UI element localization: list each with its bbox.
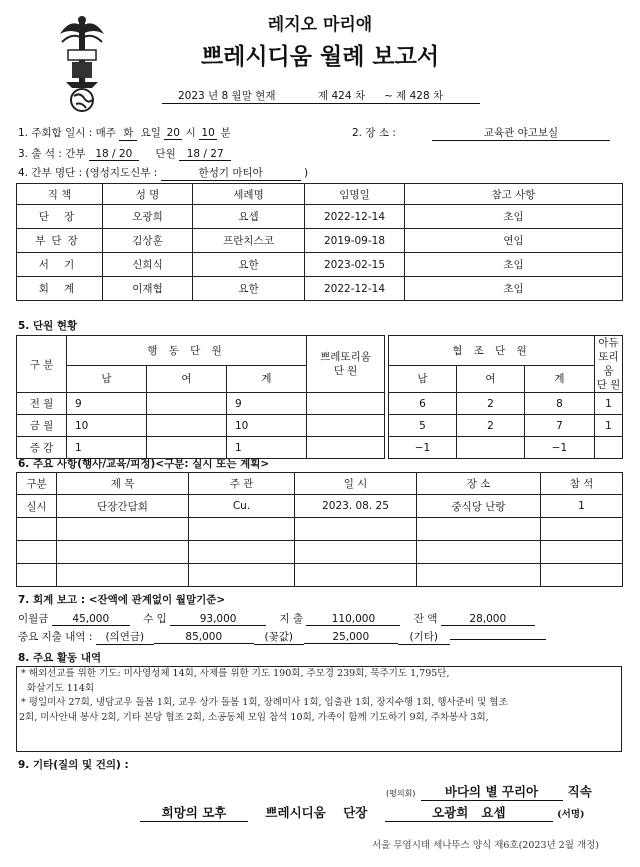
officer-baptism: 요한	[193, 277, 305, 301]
officers-header: 직 책	[17, 184, 103, 205]
active-male: 9	[67, 393, 147, 415]
officer-name: 신희식	[103, 253, 193, 277]
h-adjutorian-2: 단 원	[596, 379, 621, 391]
cell	[295, 518, 417, 541]
officer-role: 부단장	[17, 229, 103, 253]
officer-date: 2022-12-14	[305, 205, 405, 229]
officers-header: 임명일	[305, 184, 405, 205]
adjutorian	[595, 437, 623, 459]
officer-date: 2022-12-14	[305, 277, 405, 301]
row-label: 증 감	[17, 437, 67, 459]
officers-close: )	[304, 167, 309, 179]
adjutorian: 1	[595, 393, 623, 415]
cell	[17, 518, 57, 541]
officer-date: 2019-09-18	[305, 229, 405, 253]
members-label: 5. 단원 현황	[18, 320, 78, 332]
events-header: 주 관	[189, 473, 295, 495]
detail-2-label: (꽃값)	[254, 629, 304, 645]
cell	[417, 518, 541, 541]
activities-label: 8. 주요 활동 내역	[18, 652, 102, 664]
session-from: 제 424 차	[318, 90, 366, 102]
event-attendance: 1	[541, 495, 623, 518]
officers-label: 4. 간부 명단 : (영성지도신부 :	[18, 167, 158, 179]
accounts-label: 7. 회계 보고 : <잔액에 관계없이 월말기준>	[18, 594, 226, 606]
officers-header: 성 명	[103, 184, 193, 205]
officer-baptism: 프란치스코	[193, 229, 305, 253]
events-header: 참 석	[541, 473, 623, 495]
officers-table	[16, 183, 623, 301]
form-note: 서울 무염시태 세나뚜스 양식 제6호(2023년 2월 개정)	[372, 840, 599, 851]
session-to: ~ 제 428 차	[384, 90, 444, 102]
cell	[541, 541, 623, 564]
activity-line: * 평일미사 27회, 냉담교우 돌봄 1회, 교우 상가 돌봄 1회, 장례미사 1회, 입출관 1회, 장지수행 1회, 행사준비 및 협조	[21, 697, 508, 708]
report-title: 쁘레시디움 월례 보고서	[200, 43, 440, 70]
officer-name: 이재협	[103, 277, 193, 301]
events-header: 제 목	[57, 473, 189, 495]
cell	[541, 518, 623, 541]
praesidium-name: 희망의 모후	[140, 803, 248, 822]
carry-label: 이월금	[18, 613, 49, 625]
attendance-label: 3. 출 석 : 간부	[18, 148, 86, 160]
attendance-members: 18 / 27	[179, 148, 231, 161]
table-row	[17, 205, 623, 229]
detail-label: 중요 지출 내역 :	[18, 631, 93, 643]
council-name: 바다의 별 꾸리아	[421, 782, 563, 801]
event-title: 단장간담회	[57, 495, 189, 518]
aux-total: 8	[525, 393, 595, 415]
meeting-hour-suffix: 시	[185, 127, 196, 139]
officer-name: 오광희	[103, 205, 193, 229]
detail-1-label: (의연금)	[96, 629, 154, 645]
h-pretorian	[307, 336, 385, 393]
accounts-line	[18, 611, 535, 626]
carry-value: 45,000	[52, 613, 130, 626]
activity-line: 2회, 미사안내 봉사 2회, 기타 본당 협조 2회, 소공동체 모임 참석 10회, 가족이 함께 기도하기 9회, 주차봉사 3회,	[19, 711, 489, 723]
table-row	[17, 253, 623, 277]
event-date: 2023. 08. 25	[295, 495, 417, 518]
detail-3-label: (기타)	[398, 629, 450, 645]
cell	[189, 564, 295, 587]
event-host: Cu.	[189, 495, 295, 518]
council-line	[386, 781, 592, 801]
active-male: 1	[67, 437, 147, 459]
detail-2-value: 25,000	[304, 631, 398, 644]
president-name-wrap	[385, 803, 553, 822]
members-table	[16, 335, 623, 459]
table-row	[17, 277, 623, 301]
period-line	[162, 87, 480, 104]
table-row	[17, 415, 623, 437]
h-auxiliary: 협 조 단 원	[389, 336, 595, 366]
table-row	[17, 541, 623, 564]
aux-total: 7	[525, 415, 595, 437]
active-total: 9	[227, 393, 307, 415]
active-female	[147, 393, 227, 415]
cell	[417, 541, 541, 564]
meeting-minute-suffix: 분	[220, 127, 231, 139]
president-name: 오광희	[432, 805, 469, 820]
officer-note: 초임	[405, 253, 623, 277]
council-label: (평의회)	[386, 789, 416, 798]
expense-value: 110,000	[306, 613, 400, 626]
aux-female: 2	[457, 415, 525, 437]
officer-note: 초임	[405, 205, 623, 229]
cell	[57, 541, 189, 564]
active-total: 10	[227, 415, 307, 437]
h-adjutorian	[595, 336, 623, 393]
cell	[57, 564, 189, 587]
h-total: 계	[227, 365, 307, 392]
table-row	[17, 229, 623, 253]
president-baptism: 요셉	[481, 805, 506, 820]
officer-baptism: 요한	[193, 253, 305, 277]
officer-role: 서 기	[17, 253, 103, 277]
officer-name: 김상훈	[103, 229, 193, 253]
events-header: 일 시	[295, 473, 417, 495]
activities-box	[16, 666, 622, 752]
pretorian	[307, 393, 385, 415]
row-label: 전 월	[17, 393, 67, 415]
h-adjutorian-1: 아듀또리움	[598, 337, 619, 377]
h-division: 구 분	[17, 336, 67, 393]
activity-line: * 해외선교를 위한 기도: 미사영성체 14회, 사제를 위한 기도 190회, 주모경 239회, 묵주기도 1,795단,	[21, 668, 450, 679]
events-header: 구분	[17, 473, 57, 495]
h-female: 여	[457, 365, 525, 392]
income-label: 수 입	[143, 613, 167, 625]
officers-line	[18, 165, 308, 181]
table-row	[17, 564, 623, 587]
meeting-weekly: 매주	[95, 127, 116, 139]
council-suffix: 직속	[567, 784, 592, 799]
meeting-day: 화	[119, 125, 137, 141]
cell	[189, 518, 295, 541]
sign-label: (서명)	[557, 809, 585, 820]
signature-line	[140, 803, 585, 822]
aux-male: −1	[389, 437, 457, 459]
active-female	[147, 415, 227, 437]
meeting-hour: 20	[164, 127, 182, 140]
officer-role: 단 장	[17, 205, 103, 229]
events-label: 6. 주요 사항(행사/교육/피정)<구분: 실시 또는 계획>	[18, 458, 270, 470]
balance-label: 잔 액	[413, 613, 438, 625]
event-place: 중식당 난랑	[417, 495, 541, 518]
activity-line: 화살기도 114회	[21, 682, 95, 694]
officer-role: 회 계	[17, 277, 103, 301]
officer-note: 연임	[405, 229, 623, 253]
president-label: 단장	[343, 805, 368, 820]
cell	[541, 564, 623, 587]
balance-value: 28,000	[441, 613, 535, 626]
officers-header: 참고 사항	[405, 184, 623, 205]
active-total: 1	[227, 437, 307, 459]
adjutorian: 1	[595, 415, 623, 437]
h-male: 남	[389, 365, 457, 392]
meeting-minute: 10	[199, 127, 217, 140]
h-active: 행 동 단 원	[67, 336, 307, 366]
place-label: 2. 장 소 :	[352, 127, 396, 139]
aux-male: 5	[389, 415, 457, 437]
cell	[295, 541, 417, 564]
cell	[189, 541, 295, 564]
aux-female: 2	[457, 393, 525, 415]
spiritual-director: 한성기 마티아	[161, 165, 301, 181]
table-row	[17, 518, 623, 541]
cell	[17, 564, 57, 587]
attendance-members-label: 단원	[155, 148, 176, 160]
events-table	[16, 472, 623, 587]
event-type: 실시	[17, 495, 57, 518]
row-label: 금 월	[17, 415, 67, 437]
meeting-label: 1. 주회합 일시 :	[18, 127, 93, 139]
h-pretorian-1: 쁘레또리움	[320, 351, 371, 363]
aux-male: 6	[389, 393, 457, 415]
aux-total: −1	[525, 437, 595, 459]
meeting-line	[18, 125, 231, 141]
officers-header: 세례명	[193, 184, 305, 205]
officer-note: 초임	[405, 277, 623, 301]
h-male: 남	[67, 365, 147, 392]
detail-1-value: 85,000	[154, 631, 254, 644]
place-value: 교육관 야고보실	[432, 125, 610, 141]
other-label: 9. 기타(질의 및 건의) :	[18, 759, 129, 771]
h-total: 계	[525, 365, 595, 392]
pretorian	[307, 415, 385, 437]
income-value: 93,000	[170, 613, 266, 626]
expense-detail-line	[18, 629, 546, 645]
h-pretorian-2: 단 원	[333, 365, 358, 377]
cell	[295, 564, 417, 587]
period-text: 2023 년 8 월말 현재	[178, 90, 276, 102]
aux-female	[457, 437, 525, 459]
cell	[417, 564, 541, 587]
officer-date: 2023-02-15	[305, 253, 405, 277]
praesidium-word: 쁘레시디움	[265, 805, 326, 820]
meeting-day-suffix: 요일	[140, 127, 161, 139]
cell	[17, 541, 57, 564]
attendance-line	[18, 146, 231, 161]
attendance-officers: 18 / 20	[89, 148, 139, 161]
pretorian	[307, 437, 385, 459]
org-name: 레지오 마리애	[267, 15, 373, 35]
cell	[57, 518, 189, 541]
table-row	[17, 495, 623, 518]
detail-3-value	[450, 639, 546, 640]
active-male: 10	[67, 415, 147, 437]
h-female: 여	[147, 365, 227, 392]
expense-label: 지 출	[279, 613, 304, 625]
table-row	[17, 393, 623, 415]
events-header: 장 소	[417, 473, 541, 495]
officer-baptism: 요셉	[193, 205, 305, 229]
